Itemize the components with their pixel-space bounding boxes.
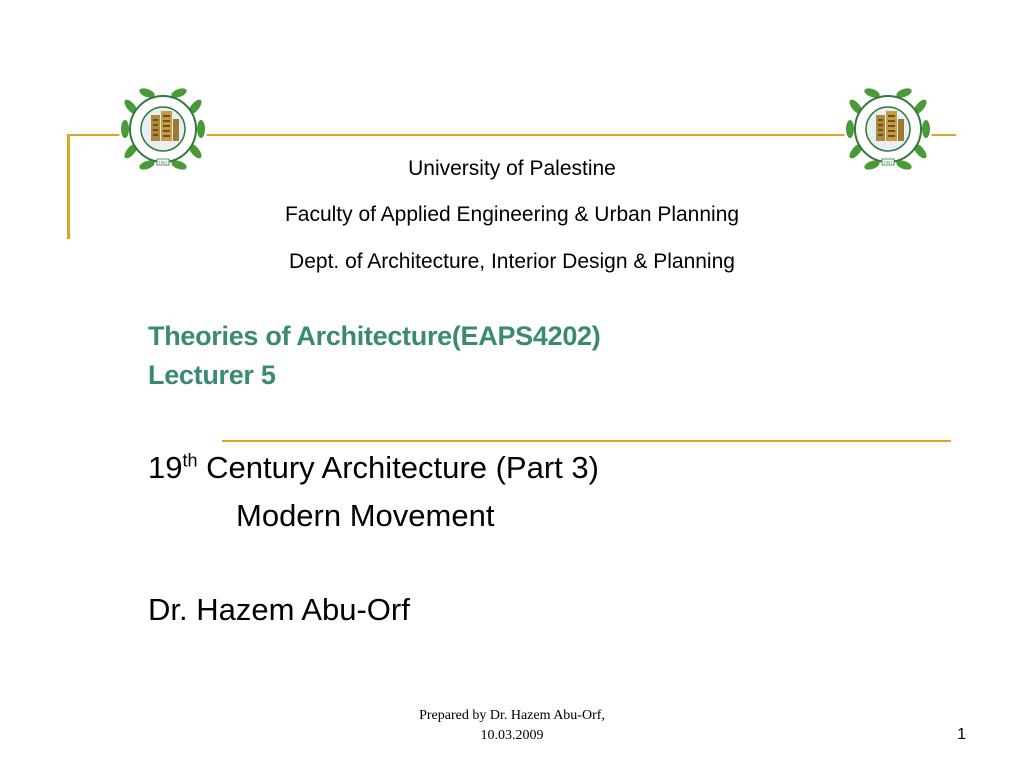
footer-prepared-by: Prepared by Dr. Hazem Abu-Orf, [419, 708, 605, 723]
header-department: Dept. of Architecture, Interior Design & Planning [289, 250, 735, 273]
topic-title-rest: Century Architecture (Part 3) [197, 450, 599, 485]
course-lecture: Lecturer 5 [148, 360, 276, 390]
header-university: University of Palestine [408, 157, 616, 180]
logo-year-left: 1991 [158, 160, 168, 165]
author-name: Dr. Hazem Abu-Orf [148, 592, 410, 627]
logo-year-right: 1991 [883, 160, 893, 165]
header-faculty: Faculty of Applied Engineering & Urban Planning [284, 203, 740, 226]
slide-number: 1 [957, 726, 966, 743]
footer-date: 10.03.2009 [480, 728, 544, 743]
topic-title [148, 450, 599, 486]
middle-gold-line [222, 440, 951, 442]
course-title: Theories of Architecture(EAPS4202) [148, 321, 601, 351]
topic-subtitle: Modern Movement [236, 498, 495, 533]
topic-number: 19 [148, 450, 183, 485]
topic-superscript: th [182, 450, 198, 471]
